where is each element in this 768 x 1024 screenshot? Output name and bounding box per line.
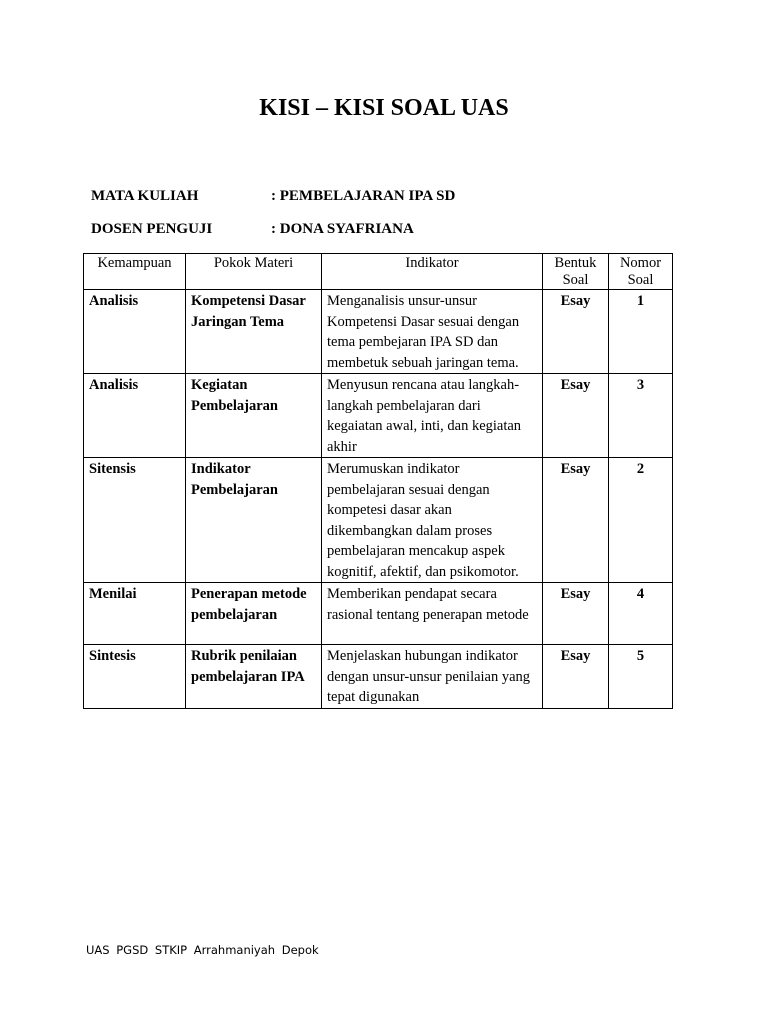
cell-nomor-soal: 2 [609,458,673,583]
cell-bentuk-soal: Esay [543,458,609,583]
cell-pokok-materi: Rubrik penilaian pembelajaran IPA [186,645,322,709]
table-row [84,458,673,583]
table-row [84,645,673,709]
header-pokok-materi: Pokok Materi [186,254,322,290]
meta-examiner-value: : DONA SYAFRIANA [271,221,414,237]
meta-course [91,188,455,205]
cell-indikator: Memberikan pendapat secara rasional tentang penerapan metode [322,583,543,645]
meta-course-value: : PEMBELAJARAN IPA SD [271,188,456,204]
cell-nomor-soal: 3 [609,374,673,458]
cell-bentuk-soal: Esay [543,374,609,458]
cell-nomor-soal: 4 [609,583,673,645]
cell-nomor-soal: 1 [609,290,673,374]
cell-pokok-materi: Indikator Pembelajaran [186,458,322,583]
cell-indikator: Menyusun rencana atau langkah-langkah pembelajaran dari kegaiatan awal, inti, dan kegiatan akhir [322,374,543,458]
cell-bentuk-soal: Esay [543,290,609,374]
cell-pokok-materi: Kompetensi Dasar Jaringan Tema [186,290,322,374]
page-footer: UAS PGSD STKIP Arrahmaniyah Depok [86,943,319,957]
cell-kemampuan: Analisis [84,290,186,374]
cell-kemampuan: Sintesis [84,645,186,709]
grid-table [83,253,673,709]
cell-kemampuan: Menilai [84,583,186,645]
cell-kemampuan: Analisis [84,374,186,458]
header-nomor-soal: Nomor Soal [609,254,673,290]
table-row [84,290,673,374]
cell-indikator: Merumuskan indikator pembelajaran sesuai dengan kompetesi dasar akan dikembangkan dalam proses pembelajaran mencakup aspek kognitif, afektif, dan psikomotor. [322,458,543,583]
page-title: KISI – KISI SOAL UAS [259,95,509,121]
cell-indikator: Menganalisis unsur-unsur Kompetensi Dasar sesuai dengan tema pembejaran IPA SD dan membetuk sebuah jaringan tema. [322,290,543,374]
cell-kemampuan: Sitensis [84,458,186,583]
header-kemampuan: Kemampuan [84,254,186,290]
cell-bentuk-soal: Esay [543,583,609,645]
header-indikator: Indikator [322,254,543,290]
cell-pokok-materi: Kegiatan Pembelajaran [186,374,322,458]
table-row [84,374,673,458]
meta-course-label: MATA KULIAH [91,188,199,204]
cell-indikator: Menjelaskan hubungan indikator dengan unsur-unsur penilaian yang tepat digunakan [322,645,543,709]
meta-examiner [91,221,414,238]
cell-nomor-soal: 5 [609,645,673,709]
table-header-row [84,254,673,290]
header-bentuk-soal: Bentuk Soal [543,254,609,290]
meta-examiner-label: DOSEN PENGUJI [91,221,213,237]
table-row [84,583,673,645]
cell-bentuk-soal: Esay [543,645,609,709]
cell-pokok-materi: Penerapan metode pembelajaran [186,583,322,645]
